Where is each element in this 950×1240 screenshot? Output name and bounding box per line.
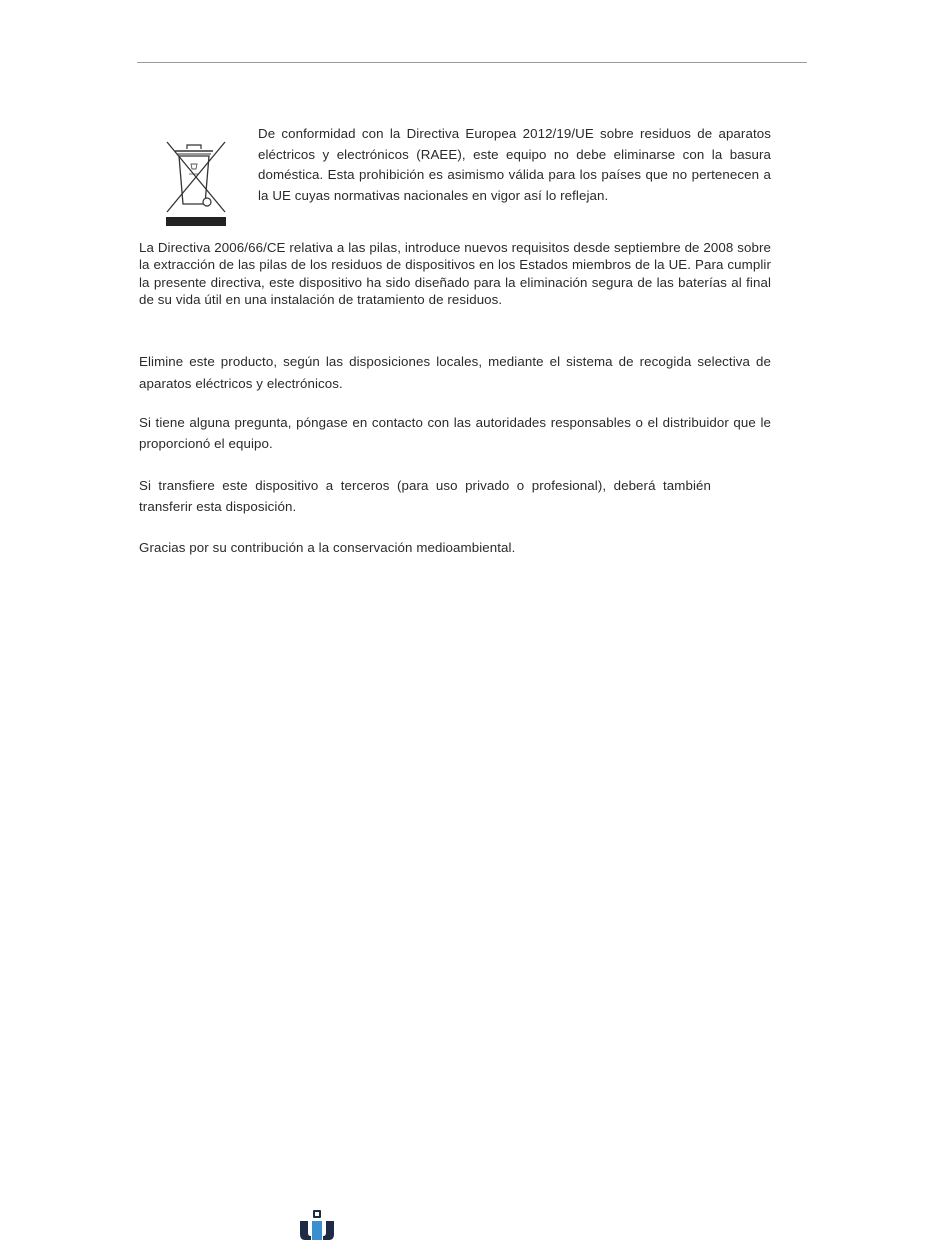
- brand-logo-icon: [299, 1209, 335, 1240]
- thanks-paragraph: Gracias por su contribución a la conservación medioambiental.: [139, 540, 516, 555]
- disposal-paragraph: Elimine este producto, según las disposiciones locales, mediante el sistema de recogida selectiva de aparatos eléctricos y electrónicos.: [139, 354, 771, 391]
- weee-directive-paragraph: De conformidad con la Directiva Europea 2012/19/UE sobre residuos de aparatos eléctricos y electrónicos (RAEE), este equipo no debe eliminarse con la basura doméstica. Esta prohibición es asimismo válida para los países que no pertenecen a la UE cuyas normativas nacionales en vigor así lo reflejan.: [258, 126, 771, 203]
- battery-directive-paragraph: La Directiva 2006/66/CE relativa a las pilas, introduce nuevos requisitos desde septiembre de 2008 sobre la extracción de las pilas de los residuos de dispositivos en los Estados miembros de la UE. Para cumplir la presente directiva, este dispositivo ha sido diseñado para la eliminación segura de las baterías al final de su vida útil en una instalación de tratamiento de residuos.: [139, 240, 771, 307]
- questions-paragraph: Si tiene alguna pregunta, póngase en contacto con las autoridades responsables o el distribuidor que le proporcionó el equipo.: [139, 415, 771, 451]
- crossed-out-wheelie-bin-icon: [163, 138, 229, 230]
- header-rule: [137, 62, 807, 63]
- transfer-paragraph: Si transfiere este dispositivo a terceros (para uso privado o profesional), deberá también transferir esta disposición.: [139, 478, 711, 514]
